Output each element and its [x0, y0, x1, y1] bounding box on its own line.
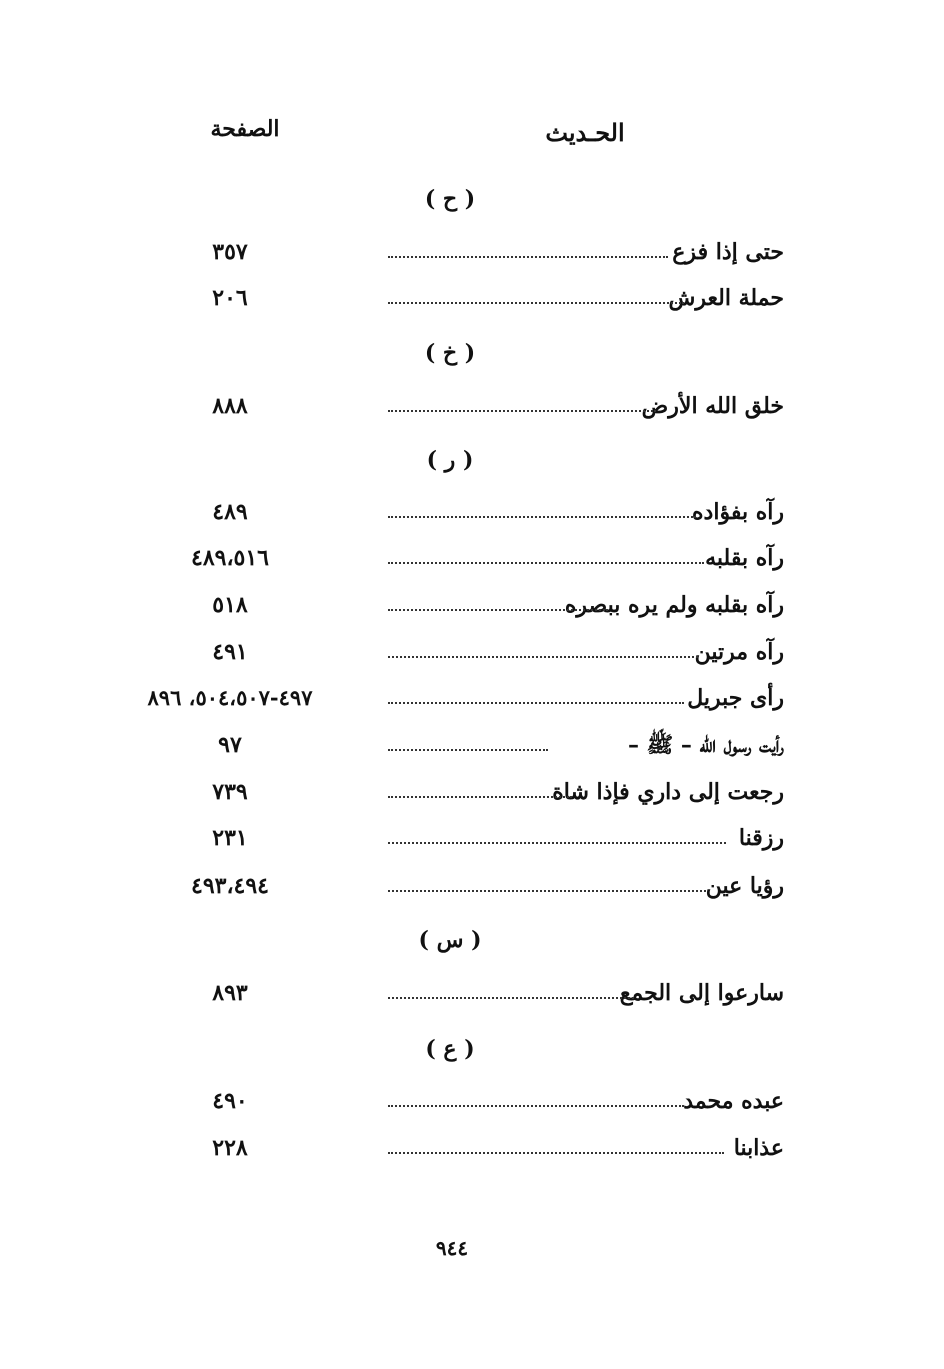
- index-entry: [0, 727, 944, 763]
- page-number: ٩٤٤: [435, 1236, 469, 1260]
- entry-title: خلق الله الأرض: [641, 393, 784, 419]
- entry-title: رآه بفؤاده: [692, 499, 784, 525]
- entry-title: سارعوا إلى الجمع: [619, 980, 784, 1006]
- section-letter-kha: ( خ ): [424, 340, 476, 366]
- dot-leader: [388, 702, 684, 704]
- entry-page: ٤٩١: [212, 639, 248, 665]
- dot-leader: [388, 1105, 684, 1107]
- dot-leader: [388, 562, 704, 564]
- dot-leader: [388, 1152, 724, 1154]
- entry-page: ٢٠٦: [212, 285, 248, 311]
- entry-page: ٨٩٣: [212, 980, 248, 1006]
- entry-page: ٤٩٧-٥٠٤،٥٠٧، ٨٩٦: [147, 685, 313, 710]
- index-entry: [0, 1083, 944, 1119]
- index-entry: [0, 1130, 944, 1166]
- entry-page: ٥١٨: [212, 592, 248, 618]
- section-letter-sin: ( س ): [418, 927, 482, 953]
- index-entry: [0, 774, 944, 810]
- entry-page: ٢٣١: [212, 825, 248, 851]
- entry-title: رؤيا عين: [705, 873, 784, 899]
- entry-title: رآه مرتين: [694, 639, 784, 665]
- index-entry: [0, 820, 944, 856]
- entry-page: ٤٨٩: [212, 499, 248, 525]
- section-letter-ra: ( ر ): [426, 447, 474, 473]
- dot-leader: [388, 890, 706, 892]
- index-entry: [0, 388, 944, 424]
- index-entry: [0, 234, 944, 270]
- dot-leader: [388, 796, 572, 798]
- entry-title: رزقنا: [738, 825, 784, 851]
- entry-title: عذابنا: [733, 1135, 784, 1161]
- entry-title: حملة العرش: [668, 285, 784, 311]
- entry-page: ٨٨٨: [212, 393, 248, 419]
- index-entry: [0, 868, 944, 904]
- dot-leader: [388, 256, 668, 258]
- index-entry: [0, 280, 944, 316]
- dot-leader: [388, 749, 548, 751]
- entry-title: رأى جبريل: [687, 685, 784, 711]
- dot-leader: [388, 842, 726, 844]
- entry-page: ٧٣٩: [212, 779, 248, 805]
- entry-title: رجعت إلى داري فإذا شاة: [552, 779, 784, 805]
- entry-title: رآه بقلبه: [705, 545, 784, 571]
- index-entry: [0, 494, 944, 530]
- entry-title: رآه بقلبه ولم يره ببصره: [564, 592, 784, 618]
- dot-leader: [388, 609, 608, 611]
- index-entry: [0, 975, 944, 1011]
- entry-page: ٣٥٧: [212, 239, 248, 265]
- entry-page: ٩٧: [218, 732, 242, 758]
- index-entry: [0, 587, 944, 623]
- dot-leader: [388, 997, 634, 999]
- section-letter-ha: ( ح ): [424, 186, 476, 212]
- dot-leader: [388, 302, 684, 304]
- section-letter-ain: ( ع ): [425, 1036, 475, 1062]
- entry-title: حتى إذا فزع: [672, 239, 784, 265]
- entry-page: ٢٢٨: [212, 1135, 248, 1161]
- index-entry: [0, 634, 944, 670]
- column-header-hadith: الحـديث: [545, 118, 625, 147]
- column-header-page: الصفحة: [210, 116, 280, 142]
- entry-page: ٤٨٩،٥١٦: [191, 545, 269, 571]
- entry-page: ٤٩٠: [212, 1088, 248, 1114]
- entry-page: ٤٩٣،٤٩٤: [191, 873, 269, 899]
- dot-leader: [388, 656, 698, 658]
- entry-title: رأيت رسول الله – ﷺ –: [627, 732, 784, 758]
- dot-leader: [388, 410, 656, 412]
- entry-title: عبده محمد: [683, 1088, 784, 1114]
- index-entry: [0, 540, 944, 576]
- dot-leader: [388, 516, 696, 518]
- index-entry: [0, 680, 944, 716]
